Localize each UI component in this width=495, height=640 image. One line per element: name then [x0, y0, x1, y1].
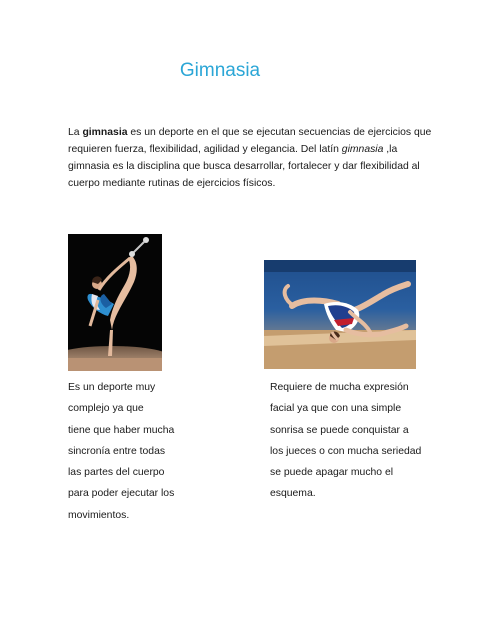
rhythmic-gymnast-illustration	[68, 234, 162, 371]
right-column-line: sonrisa se puede conquistar a	[270, 424, 409, 436]
left-column-line: movimientos.	[68, 509, 130, 521]
left-text-column	[68, 381, 174, 530]
right-column-line: los jueces o con mucha seriedad	[270, 445, 422, 457]
right-column-line: esquema.	[270, 488, 316, 500]
left-column-line: las partes del cuerpo	[68, 467, 165, 479]
right-column-line: se puede apagar mucho el	[270, 467, 394, 479]
right-text-column	[270, 381, 421, 509]
left-column-line: complejo ya que	[68, 403, 144, 415]
right-column-line: Requiere de mucha expresión	[270, 382, 409, 393]
rhythmic-gymnast-photo	[68, 234, 162, 371]
right-column-line: facial ya que con una simple	[270, 403, 402, 415]
intro-italic-term: gimnasia	[341, 144, 384, 155]
intro-paragraph	[68, 124, 438, 192]
intro-text-3: ,la gimnasia es la disciplina que busca desarrollar, fortalecer y dar flexibilidad al cuerpo mediante rutinas de ejercicios físicos.	[68, 144, 420, 189]
left-column-line: Es un deporte muy	[68, 382, 156, 393]
intro-text-1: La	[68, 127, 83, 138]
artistic-gymnast-illustration	[264, 260, 416, 369]
intro-text-2: es un deporte en el que se ejecutan secuencias de ejercicios que requieren fuerza, flexibilidad, agilidad y elegancia. Del latín	[68, 127, 432, 155]
left-column-line: para poder ejecutar los	[68, 488, 175, 500]
left-column-line: tiene que haber mucha	[68, 424, 175, 436]
artistic-gymnast-leap-photo	[264, 260, 416, 369]
page-title: Gimnasia	[179, 60, 261, 81]
intro-bold-term: gimnasia	[82, 127, 128, 138]
left-column-line: sincronía entre todas	[68, 445, 166, 457]
